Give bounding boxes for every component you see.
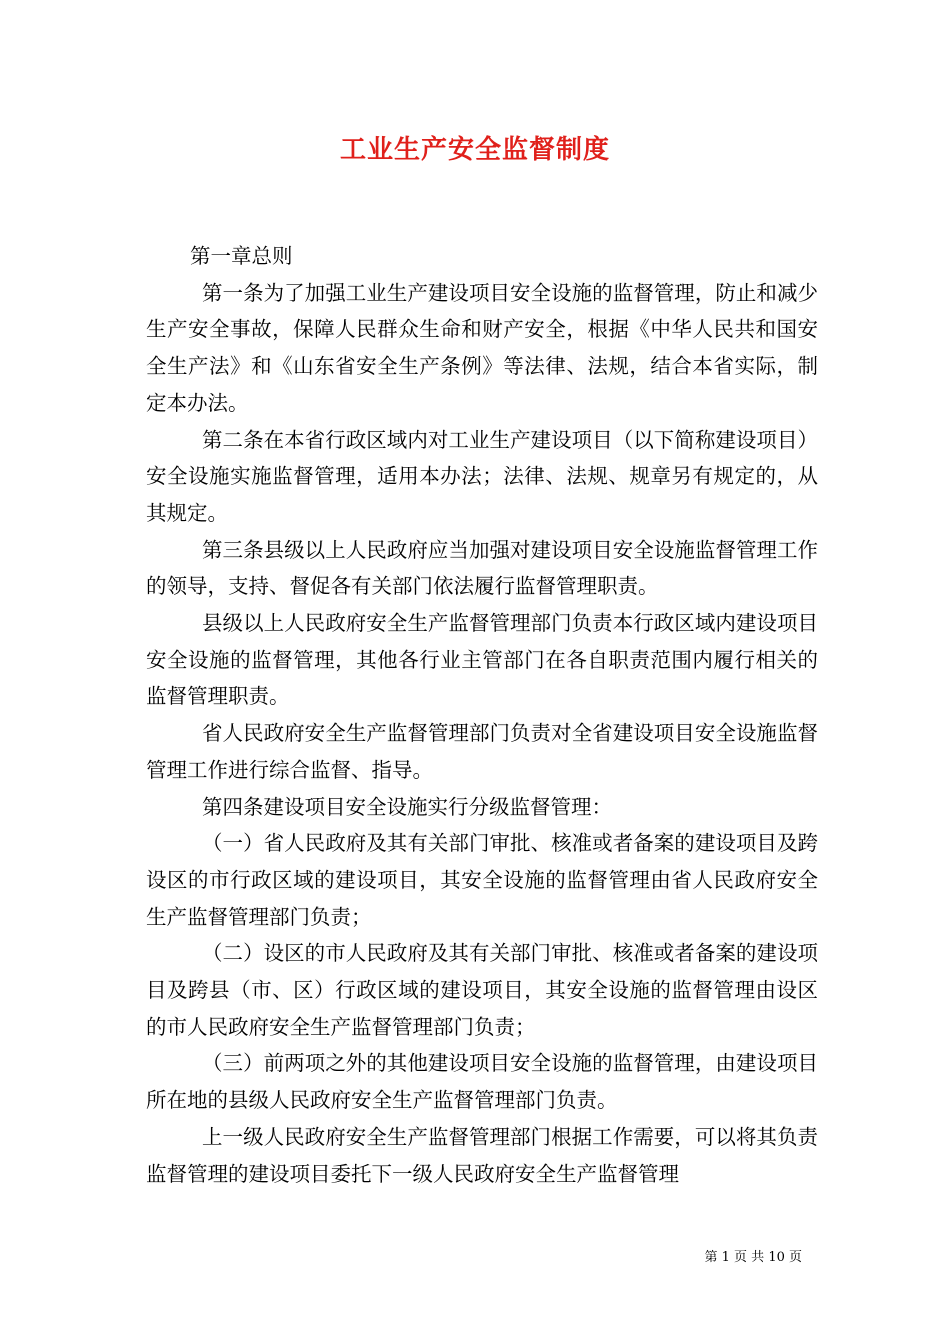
chapter-heading: 第一章总则 [190, 244, 293, 268]
paragraph-article-4-item-3: （三）前两项之外的其他建设项目安全设施的监督管理，由建设项目所在地的县级人民政府安全生产监督管理部门负责。 [146, 1051, 818, 1113]
paragraph-article-1: 第一条为了加强工业生产建设项目安全设施的监督管理，防止和减少生产安全事故，保障人民群众生命和财产安全，根据《中华人民共和国安全生产法》和《山东省安全生产条例》等法律、法规，结合本省实际，制定本办法。 [146, 280, 818, 415]
document-body [146, 238, 818, 1192]
paragraph-article-4-item-1: （一）省人民政府及其有关部门审批、核准或者备案的建设项目及跨设区的市行政区域的建设项目，其安全设施的监督管理由省人民政府安全生产监督管理部门负责； [146, 831, 818, 929]
paragraph-article-2: 第二条在本省行政区域内对工业生产建设项目（以下简称建设项目）安全设施实施监督管理，适用本办法；法律、法规、规章另有规定的，从其规定。 [146, 427, 818, 525]
page-number: 第 1 页 共 10 页 [704, 1250, 802, 1265]
paragraph-article-4: 第四条建设项目安全设施实行分级监督管理： [202, 794, 612, 819]
paragraph-article-3: 第三条县级以上人民政府应当加强对建设项目安全设施监督管理工作的领导，支持、督促各有关部门依法履行监督管理职责。 [146, 537, 818, 599]
paragraph-article-3-county: 县级以上人民政府安全生产监督管理部门负责本行政区域内建设项目安全设施的监督管理，其他各行业主管部门在各自职责范围内履行相关的监督管理职责。 [146, 611, 818, 709]
document-title: 工业生产安全监督制度 [339, 135, 610, 165]
paragraph-article-4-delegation: 上一级人民政府安全生产监督管理部门根据工作需要，可以将其负责监督管理的建设项目委托下一级人民政府安全生产监督管理 [146, 1124, 818, 1186]
paragraph-article-4-item-2: （二）设区的市人民政府及其有关部门审批、核准或者备案的建设项目及跨县（市、区）行政区域的建设项目，其安全设施的监督管理由设区的市人民政府安全生产监督管理部门负责； [146, 941, 818, 1039]
paragraph-article-3-province: 省人民政府安全生产监督管理部门负责对全省建设项目安全设施监督管理工作进行综合监督、指导。 [146, 721, 818, 782]
